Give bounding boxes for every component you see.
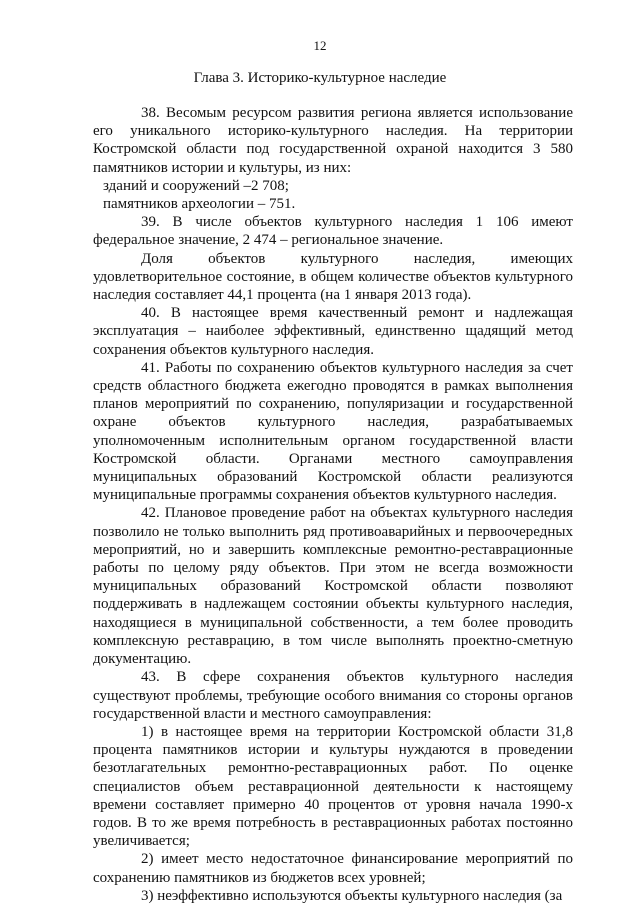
paragraph-43: 43. В сфере сохранения объектов культурного наследия существуют проблемы, требующие особого внимания со стороны органов государственной власти и местного самоуправления: (93, 669, 573, 722)
paragraph-43-item-1: 1) в настоящее время на территории Костромской области 31,8 процента памятников истории и культуры нуждаются в проведении безотлагательных ремонтно-реставрационных работ. По оценке специалистов объем реставрационной деятельности к настоящему времени составляет примерно 40 процентов от уровня начала 1990-х годов. В то же время потребность в реставрационных работах постоянно увеличивается; (93, 723, 573, 850)
paragraph-archaeology: памятников археологии – 751. (103, 196, 296, 213)
paragraph-43-item-2: 2) имеет место недостаточное финансирование мероприятий по сохранению памятников из бюджетов всех уровней; (93, 851, 573, 886)
paragraph-38: 38. Весомым ресурсом развития региона является использование его уникального историко-культурного наследия. На территории Костромской области под государственной охраной находится 3 580 памятников истории и культуры, из них: (93, 105, 573, 176)
page-number: 12 (313, 38, 327, 53)
paragraph-buildings: зданий и сооружений –2 708; (103, 177, 289, 194)
document-body (93, 104, 573, 905)
paragraph-42: 42. Плановое проведение работ на объектах культурного наследия позволило не только выполнить ряд противоаварийных и первоочередных мероприятий, но и завершить комплексные ремонтно-реставрационные работы по целому ряду объектов. При этом не всегда возможности муниципальных образований Костромской области позволяют поддерживать в надлежащем состоянии объекты культурного наследия, находящиеся в муниципальной собственности, а тем более проводить комплексную реставрацию, в том числе выполнять проектно-сметную документацию. (93, 505, 573, 668)
paragraph-share-satisfactory: Доля объектов культурного наследия, имеющих удовлетворительное состояние, в общем количестве объектов культурного наследия составляет 44,1 процента (на 1 января 2013 года). (93, 250, 573, 304)
paragraph-41: 41. Работы по сохранению объектов культурного наследия за счет средств областного бюджета ежегодно проводятся в рамках выполнения планов мероприятий по сохранению, популяризации и государственной охране объектов культурного наследия, разрабатываемых уполномоченным исполнительным органом государственной власти Костромской области. Органами местного самоуправления муниципальных образований Костромской области реализуются муниципальные программы сохранения объектов культурного наследия. (93, 359, 573, 504)
paragraph-43-item-3: 3) неэффективно используются объекты культурного наследия (за (141, 887, 563, 904)
paragraph-39: 39. В числе объектов культурного наследия 1 106 имеют федеральное значение, 2 474 – региональное значение. (93, 214, 573, 249)
chapter-heading: Глава 3. Историко-культурное наследие (193, 70, 447, 86)
paragraph-40: 40. В настоящее время качественный ремонт и надлежащая эксплуатация – наиболее эффективный, единственно щадящий метод сохранения объектов культурного наследия. (93, 305, 573, 358)
